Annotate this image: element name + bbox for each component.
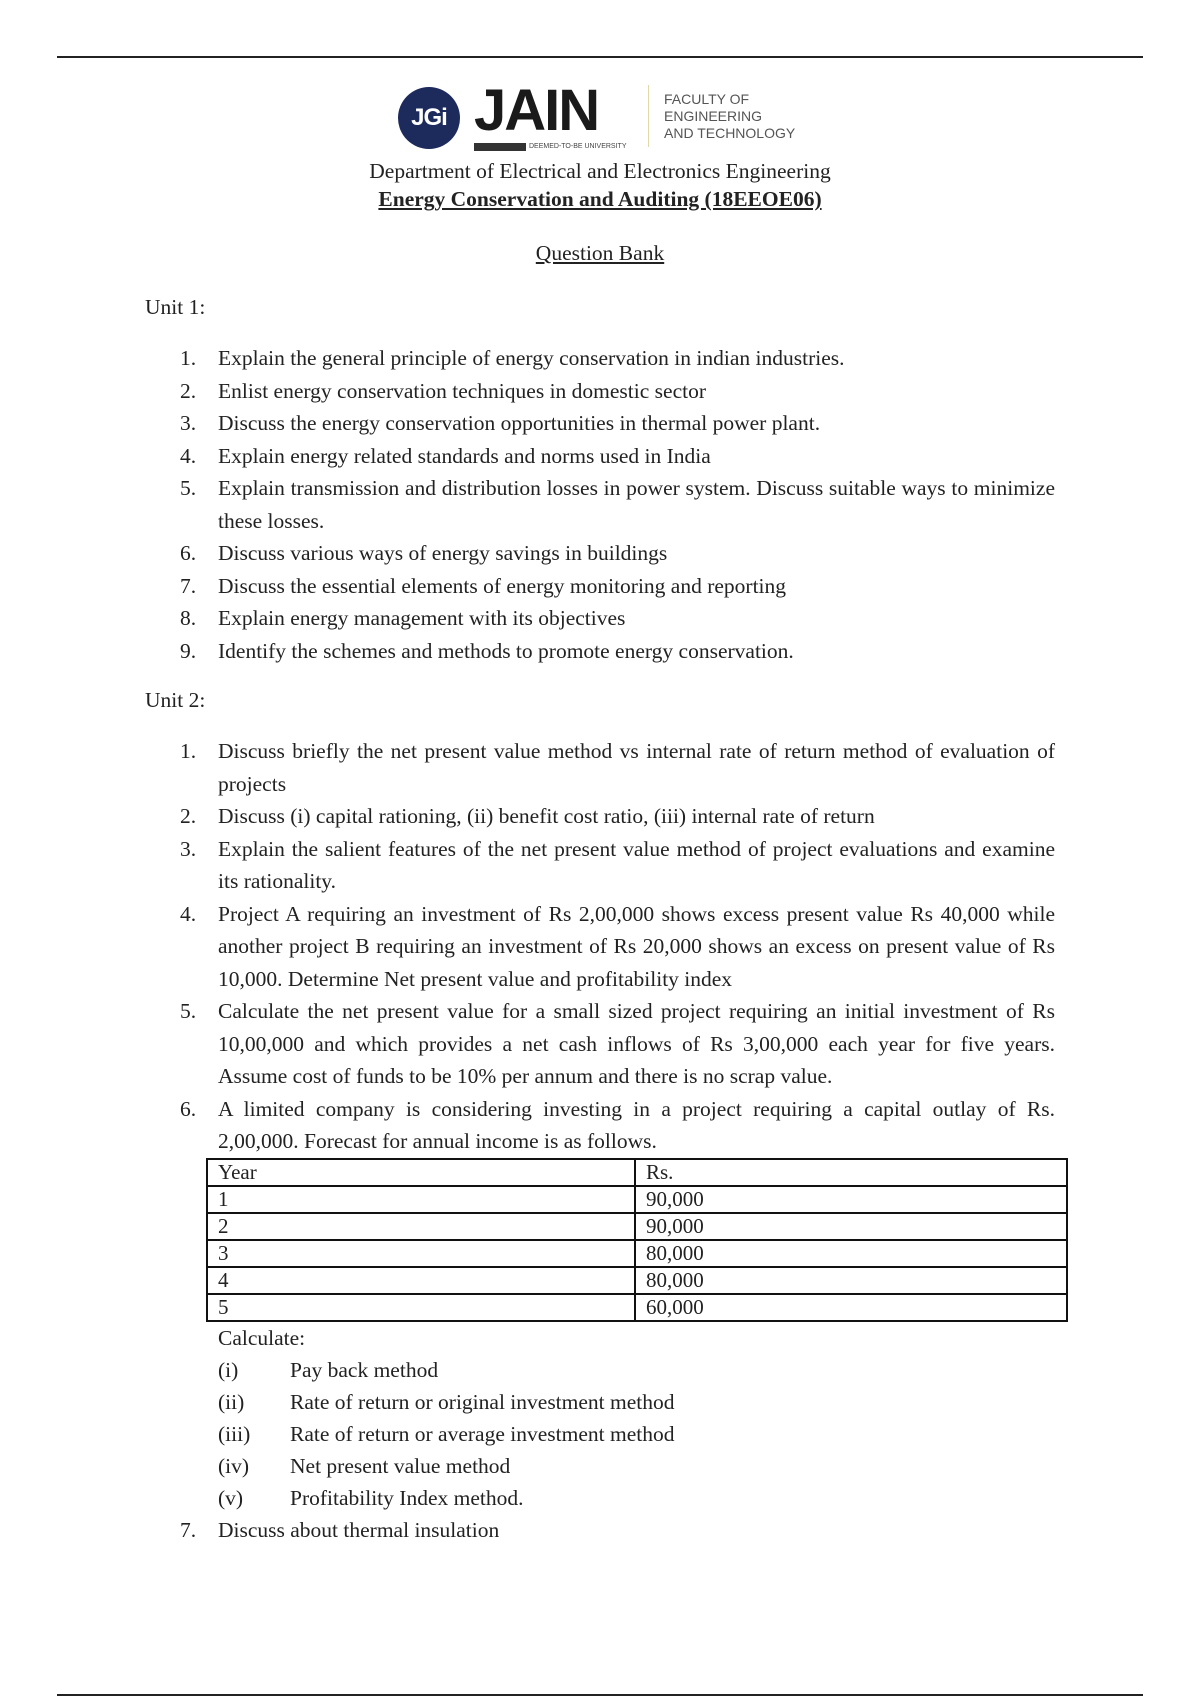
calculate-item: [218, 1386, 1200, 1418]
question-number: 3.: [180, 836, 197, 861]
question-item: [180, 570, 1055, 603]
question-text: Discuss about thermal insulation: [218, 1517, 500, 1542]
unit-1-questions: [0, 342, 1200, 667]
income-cell: 90,000: [635, 1213, 1067, 1240]
question-number: 2.: [180, 804, 197, 828]
unit-2-questions: [0, 735, 1200, 1158]
calculate-item: [218, 1354, 1200, 1386]
roman-numeral: (ii): [218, 1389, 245, 1414]
question-text: Discuss the energy conservation opportunities in thermal power plant.: [218, 411, 821, 435]
question-item: [180, 833, 1055, 898]
question-number: 1.: [180, 739, 197, 763]
question-number: 4.: [180, 901, 197, 926]
calculate-item-text: Pay back method: [290, 1357, 439, 1382]
table-header: Rs.: [635, 1159, 1067, 1186]
question-item: [180, 1093, 1055, 1158]
table-row: [207, 1213, 1067, 1240]
roman-numeral: (v): [218, 1485, 244, 1510]
faculty-line: FACULTY OF: [664, 91, 750, 107]
question-item: [180, 800, 1055, 833]
question-item: [180, 440, 1055, 473]
question-text: Discuss various ways of energy savings in buildings: [218, 541, 668, 565]
calculate-item-text: Rate of return or average investment method: [290, 1421, 675, 1446]
question-number: 7.: [180, 573, 197, 598]
table-row: [207, 1186, 1067, 1213]
table-row: [207, 1294, 1067, 1321]
question-text: Discuss (i) capital rationing, (ii) benefit cost ratio, (iii) internal rate of return: [218, 804, 875, 828]
question-number: 6.: [180, 541, 197, 565]
question-item: [180, 537, 1055, 570]
question-body: [0, 292, 1200, 1546]
income-cell: 60,000: [635, 1294, 1067, 1321]
question-text: Discuss the essential elements of energy monitoring and reporting: [218, 573, 787, 598]
question-item: [180, 898, 1055, 996]
question-item: [180, 995, 1055, 1093]
document-title: Question Bank: [535, 241, 665, 265]
question-number: 8.: [180, 606, 197, 630]
department-name: Department of Electrical and Electronics Engineering: [369, 159, 831, 183]
income-cell: 80,000: [635, 1267, 1067, 1294]
question-text: Explain energy related standards and norms used in India: [218, 443, 711, 468]
question-number: 9.: [180, 638, 197, 663]
top-rule: [57, 56, 1143, 58]
calculate-label: Calculate:: [218, 1325, 306, 1350]
question-text: Enlist energy conservation techniques in domestic sector: [218, 378, 707, 403]
question-text: A limited company is considering investing in a project requiring a capital outlay of Rs. 2,00,000. Forecast for annual income is as follows.: [218, 1096, 1055, 1153]
question-item: [180, 602, 1055, 635]
faculty-label: [664, 91, 795, 142]
question-item: [180, 635, 1055, 668]
roman-numeral: (i): [218, 1357, 239, 1382]
question-number: 6.: [180, 1096, 197, 1121]
faculty-line: AND TECHNOLOGY: [664, 125, 796, 141]
question-text: Calculate the net present value for a small sized project requiring an initial investment of Rs 10,00,000 and which provides a net cash inflows of Rs 3,00,000 each year for five years. Assume cost of funds to be 10% per annum and there is no scrap value.: [218, 999, 1055, 1088]
income-cell: 90,000: [635, 1186, 1067, 1213]
annual-income-table: [206, 1158, 1068, 1322]
calculate-item-text: Profitability Index method.: [290, 1485, 524, 1510]
question-text: Project A requiring an investment of Rs 2,00,000 shows excess present value Rs 40,000 while another project B requiring an investment of Rs 20,000 shows an excess on present value of Rs 10,000. Determine Net present value and profitability index: [218, 901, 1055, 991]
year-cell: 1: [207, 1186, 635, 1213]
question-item: [180, 1514, 1055, 1547]
question-item: [180, 472, 1055, 537]
question-number: 1.: [180, 346, 197, 370]
question-number: 5.: [180, 476, 197, 500]
year-cell: 3: [207, 1240, 635, 1267]
jain-wordmark: JAIN: [474, 78, 599, 143]
bottom-rule: [57, 1694, 1143, 1696]
calculate-item: [218, 1482, 1200, 1514]
question-item: [180, 342, 1055, 375]
question-number: 3.: [180, 411, 197, 435]
calculate-item-text: Rate of return or original investment method: [290, 1389, 675, 1414]
jgi-logo-mark: JGi: [398, 87, 460, 149]
question-text: Explain energy management with its objectives: [218, 606, 626, 630]
question-text: Explain the salient features of the net present value method of project evaluations and examine its rationality.: [218, 836, 1055, 893]
calculate-item: [218, 1418, 1200, 1450]
course-title: Energy Conservation and Auditing (18EEOE06): [378, 187, 822, 211]
income-cell: 80,000: [635, 1240, 1067, 1267]
roman-numeral: (iv): [218, 1453, 250, 1478]
year-cell: 4: [207, 1267, 635, 1294]
logo-divider: [648, 85, 649, 147]
table-header-row: [207, 1159, 1067, 1186]
faculty-line: ENGINEERING: [664, 108, 763, 124]
table-row: [207, 1240, 1067, 1267]
unit-2-heading: Unit 2:: [145, 688, 206, 712]
unit-2-questions-continued: [0, 1514, 1200, 1547]
question-text: Identify the schemes and methods to promote energy conservation.: [218, 638, 794, 663]
calculate-list: [0, 1354, 1200, 1514]
question-item: [180, 375, 1055, 408]
question-number: 4.: [180, 443, 197, 468]
unit-1-heading: Unit 1:: [145, 295, 206, 319]
table-header: Year: [207, 1159, 635, 1186]
question-item: [180, 735, 1055, 800]
university-logo: [398, 78, 808, 153]
logo-tagline: DEEMED-TO-BE UNIVERSITY: [474, 143, 627, 151]
calculate-item: [218, 1450, 1200, 1482]
question-text: Explain the general principle of energy conservation in indian industries.: [218, 346, 845, 370]
question-item: [180, 407, 1055, 440]
year-cell: 5: [207, 1294, 635, 1321]
question-text: Explain transmission and distribution losses in power system. Discuss suitable ways to minimize these losses.: [218, 476, 1055, 533]
year-cell: 2: [207, 1213, 635, 1240]
question-number: 5.: [180, 999, 197, 1023]
calculate-item-text: Net present value method: [290, 1453, 511, 1478]
question-number: 7.: [180, 1517, 197, 1542]
table-row: [207, 1267, 1067, 1294]
question-text: Discuss briefly the net present value method vs internal rate of return method of evaluation of projects: [218, 739, 1055, 796]
question-number: 2.: [180, 378, 197, 403]
roman-numeral: (iii): [218, 1421, 251, 1446]
